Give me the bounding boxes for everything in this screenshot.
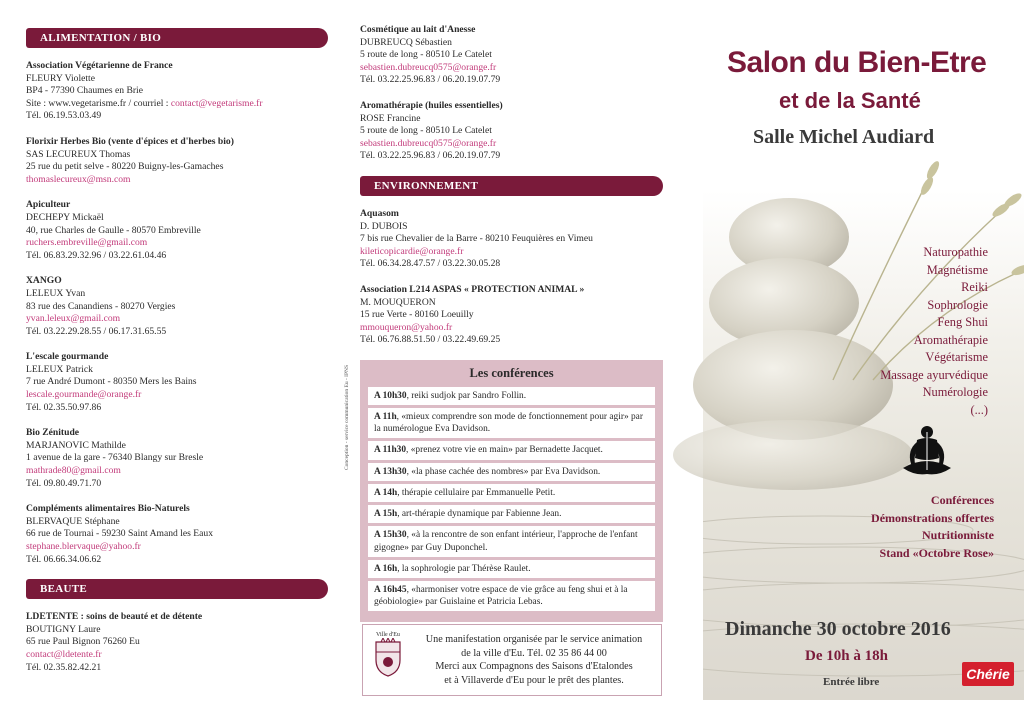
email-link[interactable]: lescale.gourmande@orange.fr (26, 389, 142, 401)
town-crest-label: Ville d'Eu (376, 632, 400, 638)
contact-line: 7 bis rue Chevalier de la Barre - 80210 Feuquières en Vimeu (360, 233, 593, 245)
contact-entry (26, 427, 328, 490)
section-header-alimentation: ALIMENTATION / BIO (26, 28, 328, 48)
offers-list (871, 492, 994, 562)
contact-line: BOUTIGNY Laure (26, 623, 101, 635)
contact-title: L'escale gourmande (26, 351, 109, 363)
conference-time: A 16h (374, 563, 398, 574)
vertical-credit: Conception - service communication Eu - IPNS (344, 364, 350, 470)
conference-time: A 11h (374, 412, 397, 423)
organizer-note (362, 624, 662, 696)
contact-phone: Tél. 06.66.34.06.62 (26, 553, 102, 565)
conference-time: A 14h (374, 487, 398, 498)
contact-phone: Tél. 03.22.25.96.83 / 06.20.19.07.79 (360, 74, 501, 86)
conference-text: , la sophrologie par Thérèse Raulet. (397, 563, 531, 574)
conference-text: , «harmoniser votre espace de vie grâce au feng shui et à la géobiologie» par Guislaine et Patricia Lebas. (374, 584, 628, 608)
contact-line: SAS LECUREUX Thomas (26, 148, 131, 160)
contact-line: 83 rue des Canandiens - 80270 Vergies (26, 300, 176, 312)
meditation-figure-icon (899, 424, 955, 484)
entry-info: Entrée libre (823, 676, 880, 688)
contact-phone: Tél. 06.34.28.47.57 / 03.22.30.05.28 (360, 258, 501, 270)
sponsor-logo: Chérie (962, 662, 1014, 686)
contact-entry (360, 284, 663, 347)
contact-line: 15 rue Verte - 80160 Loeuilly (360, 309, 474, 321)
email-link[interactable]: sebastien.dubreucq0575@orange.fr (360, 137, 497, 149)
beaute-list (26, 611, 328, 674)
cosmetique-list (360, 24, 663, 163)
conference-time: A 16h45 (374, 584, 407, 595)
email-link[interactable]: yvan.leleux@gmail.com (26, 313, 121, 325)
conference-time: A 11h30 (374, 445, 407, 456)
conference-text: , «mieux comprendre son mode de fonctionnement pour agir» par la numérologue Eva Davidson. (374, 412, 643, 435)
email-link[interactable]: contact@ldetente.fr (26, 648, 102, 660)
contact-title: Bio Zénitude (26, 427, 80, 439)
contact-entry (26, 275, 328, 338)
note-line: et à Villaverde d'Eu pour le prêt des plantes. (444, 674, 624, 686)
contact-line: ROSE Francine (360, 112, 421, 124)
contact-title: Florixir Herbes Bio (vente d'épices et d'herbes bio) (26, 135, 234, 147)
contact-phone: Tél. 03.22.25.96.83 / 06.20.19.07.79 (360, 150, 501, 162)
contact-entry (26, 611, 328, 674)
contact-phone: Tél. 02.35.82.42.21 (26, 661, 102, 673)
contact-entry (26, 60, 328, 123)
email-link[interactable]: contact@vegetarisme.fr (170, 97, 263, 109)
topic-item: Feng Shui (937, 315, 988, 329)
topic-item: Magnétisme (926, 262, 988, 277)
contact-entry (26, 199, 328, 262)
contact-line: DUBREUCQ Sébastien (360, 36, 452, 48)
conference-item (368, 505, 655, 523)
topic-item: Sophrologie (927, 297, 988, 312)
contact-title: Compléments alimentaires Bio-Naturels (26, 503, 190, 515)
contact-entry (26, 503, 328, 566)
conferences-list (368, 387, 655, 611)
email-link[interactable]: ruchers.embreville@gmail.com (26, 237, 148, 249)
contact-title: LDETENTE : soins de beauté et de détente (26, 611, 203, 623)
event-title: Salon du Bien-Etre (727, 46, 987, 79)
environnement-list (360, 208, 663, 347)
topic-item: Numérologie (922, 385, 988, 399)
conference-text: , reiki sudjok par Sandro Follin. (406, 390, 527, 401)
contact-title: Aquasom (360, 207, 399, 219)
conference-time: A 15h30 (374, 530, 407, 541)
note-line: de la ville d'Eu. Tél. 02 35 86 44 00 (461, 647, 607, 659)
conference-text: , «la phase cachée des nombres» par Eva Davidson. (406, 466, 601, 477)
contact-line: BP4 - 77390 Chaumes en Brie (26, 85, 143, 97)
contact-entry (360, 100, 663, 163)
contact-line: M. MOUQUERON (360, 296, 436, 308)
conference-time: A 13h30 (374, 466, 407, 477)
email-link[interactable]: stephane.blervaque@yahoo.fr (26, 541, 141, 552)
offer-item: Conférences (930, 493, 994, 507)
conferences-panel (360, 360, 663, 622)
contact-entry (26, 351, 328, 414)
column-environnement (360, 24, 663, 622)
contact-phone: Tél. 06.19.53.03.49 (26, 110, 102, 122)
contact-line: MARJANOVIC Mathilde (26, 439, 126, 451)
contact-entry (26, 136, 328, 186)
contact-title: Aromathérapie (huiles essentielles) (360, 99, 503, 111)
email-link[interactable]: mathrade80@gmail.com (26, 465, 121, 477)
conference-item (368, 408, 655, 438)
contact-title: Association L214 ASPAS « PROTECTION ANIMAL » (360, 283, 585, 295)
conference-item (368, 560, 655, 578)
contact-line: 5 route de long - 80510 Le Catelet (360, 49, 492, 61)
offer-item: Nutritionniste (922, 528, 994, 542)
contact-phone: Tél. 09.80.49.71.70 (26, 477, 102, 489)
conference-time: A 15h (374, 509, 398, 520)
contact-phone: Tél. 06.76.88.51.50 / 03.22.49.69.25 (360, 334, 501, 346)
contact-title: Cosmétique au lait d'Anesse (360, 24, 476, 35)
contact-line: 65 rue Paul Bignon 76260 Eu (26, 636, 140, 648)
contact-line: 40, rue Charles de Gaulle - 80570 Embreville (26, 224, 201, 236)
alimentation-list (26, 60, 328, 566)
conference-text: , art-thérapie dynamique par Fabienne Jean. (397, 509, 562, 520)
offer-item: Démonstrations offertes (871, 510, 994, 525)
contact-line: DECHEPY Mickaël (26, 211, 104, 223)
topics-list (880, 244, 988, 419)
contact-line: 66 rue de Tournai - 59230 Saint Amand les Eaux (26, 528, 213, 540)
organizer-text (407, 633, 661, 687)
section-header-environnement: ENVIRONNEMENT (360, 176, 663, 196)
contact-entry (360, 24, 663, 87)
contact-phone: Tél. 06.83.29.32.96 / 03.22.61.04.46 (26, 249, 167, 261)
event-hours: De 10h à 18h (805, 648, 888, 664)
note-line: Merci aux Compagnons des Saisons d'Etalondes (435, 661, 633, 672)
topic-item: Reiki (961, 280, 988, 294)
contact-title: XANGO (26, 275, 62, 287)
contact-phone: Tél. 02.35.50.97.86 (26, 401, 102, 413)
contact-title: Apiculteur (26, 199, 71, 211)
cover-panel (703, 0, 1024, 725)
conference-item (368, 441, 655, 459)
town-crest-logo (369, 632, 407, 688)
topic-item: (...) (970, 402, 988, 417)
section-header-beaute: BEAUTE (26, 579, 328, 599)
site-text: Site : www.vegetarisme.fr / courriel : (26, 97, 171, 109)
email-link[interactable]: thomaslecureux@msn.com (26, 173, 131, 185)
conference-item (368, 581, 655, 611)
contact-title: Association Végétarienne de France (26, 60, 173, 71)
column-alimentation (26, 28, 328, 687)
topic-item: Aromathérapie (913, 332, 988, 347)
contact-line: BLERVAQUE Stéphane (26, 515, 120, 527)
conference-time: A 10h30 (374, 390, 407, 401)
conference-item (368, 387, 655, 405)
conference-item (368, 526, 655, 556)
topic-item: Naturopathie (923, 245, 988, 259)
conference-item (368, 484, 655, 502)
contact-line: LELEUX Yvan (26, 287, 86, 299)
contact-line: 5 route de long - 80510 Le Catelet (360, 125, 492, 137)
conference-text: , «prenez votre vie en main» par Bernadette Jacquet. (406, 445, 603, 456)
contact-line: FLEURY Violette (26, 72, 95, 84)
event-venue: Salle Michel Audiard (753, 126, 935, 148)
topic-item: Massage ayurvédique (880, 367, 988, 382)
event-subtitle: et de la Santé (779, 88, 921, 113)
contact-phone: Tél. 03.22.29.28.55 / 06.17.31.65.55 (26, 325, 167, 337)
contact-line: 1 avenue de la gare - 76340 Blangy sur Bresle (26, 452, 204, 464)
email-link[interactable]: mmouqueron@yahoo.fr (360, 321, 453, 333)
conferences-title: Les conférences (469, 365, 554, 380)
contact-line: 7 rue André Dumont - 80350 Mers les Bains (26, 376, 197, 388)
contact-entry (360, 208, 663, 271)
event-date: Dimanche 30 octobre 2016 (725, 618, 951, 640)
conference-text: , «à la rencontre de son enfant intérieur, l'approche de l'enfant gigogne» par Guy Duponchel. (374, 530, 638, 553)
note-line: Une manifestation organisée par le service animation (425, 634, 643, 645)
contact-line: LELEUX Patrick (26, 363, 93, 375)
contact-site (26, 98, 328, 111)
email-link[interactable]: kileticopicardie@orange.fr (360, 245, 464, 257)
conference-item (368, 463, 655, 481)
offer-item: Stand «Octobre Rose» (879, 545, 994, 560)
topic-item: Végétarisme (925, 350, 988, 364)
crest-icon (373, 638, 403, 678)
conference-text: , thérapie cellulaire par Emmanuelle Petit. (397, 487, 556, 498)
email-link[interactable]: sebastien.dubreucq0575@orange.fr (360, 61, 497, 73)
contact-line: D. DUBOIS (360, 220, 408, 232)
contact-line: 25 rue du petit selve - 80220 Buigny-les-Gamaches (26, 161, 224, 173)
